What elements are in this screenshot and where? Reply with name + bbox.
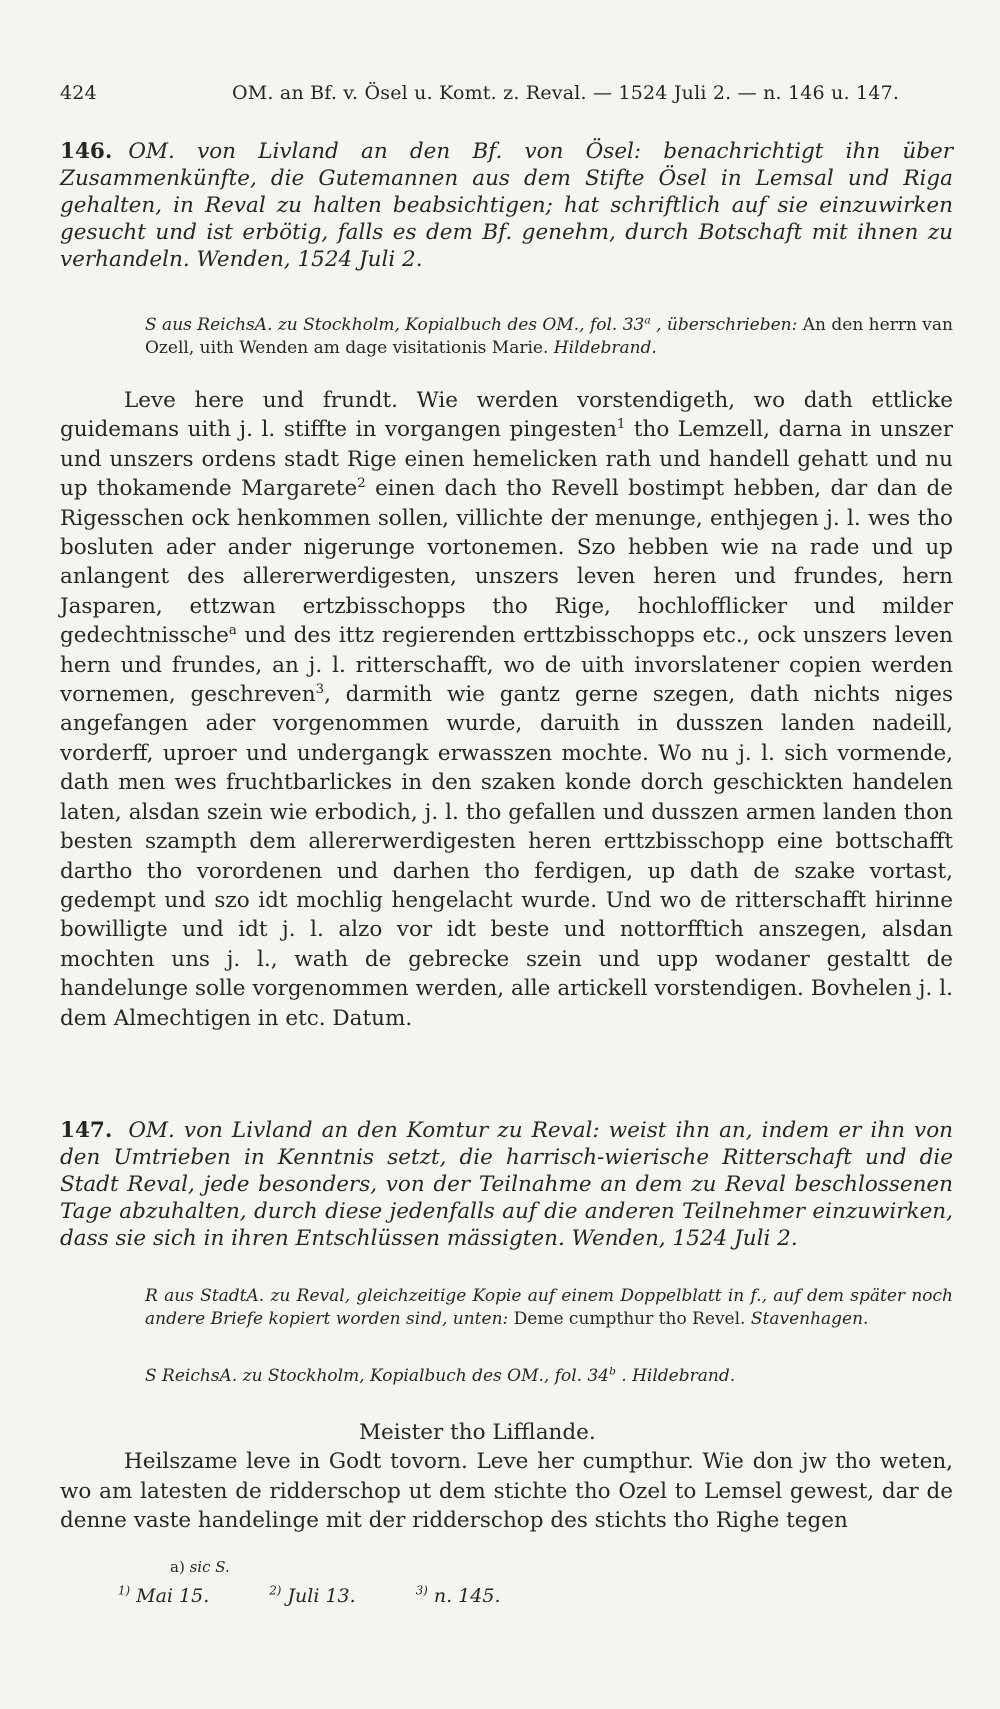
regest-147-text: OM. von Livland an den Komtur zu Reval: weist ihn an, indem er ihn von den Umtrieben in Kenntnis setzt, die harrisch-wierische Ritterschaft und die Stadt Reval, jede besonders, von der Teilnahme an dem zu Reval beschlossenen Tage abzuhalten, durch diese jedenfalls auf die anderen Teilnehmer einzuwirken, dass sie sich in ihren Entschlüssen mässigten. Wenden, 1524 Juli 2. xyxy=(60,1118,953,1251)
footnote-ref-3: 3 xyxy=(315,681,325,697)
regest-147 xyxy=(60,1117,953,1252)
doc-number-147: 147. xyxy=(60,1118,113,1143)
source-147-r-italic: R aus StadtA. zu Reval, gleichzeitige Kopie auf einem Doppelblatt in f., auf dem später noch andere Briefe kopiert worden sind, unten: xyxy=(145,1286,953,1329)
footnote-1-label: 1) xyxy=(118,1583,131,1598)
letter-147-body xyxy=(60,1418,953,1536)
letter-147-paragraph: Heilszame leve in Godt tovorn. Leve her cumpthur. Wie don jw tho weten, wo am latesten de ridderschop ut dem stichte tho Ozel to Lemsel gewest, dar de denne vaste handelinge mit der ridderschop des stichts tho Righe tegen xyxy=(60,1449,953,1534)
footnote-ref-1: 1 xyxy=(616,417,626,433)
footnote-ref-a: a xyxy=(228,623,237,639)
text-146-2: tho Lemzell, darna in unszer und unszers ordens stadt Rige einen hemelicken rath und handell gehatt und nu up thokamende Margarete xyxy=(60,417,953,502)
running-title: OM. an Bf. v. Ösel u. Komt. z. Reval. — 1524 Juli 2. — n. 146 u. 147. xyxy=(232,82,900,104)
footnote-ref-2: 2 xyxy=(357,476,366,492)
source-147-r-text: Deme cumpthur tho Revel. xyxy=(508,1309,746,1329)
source-147-s-sup: b xyxy=(609,1365,616,1378)
text-146-1: Leve here und frundt. Wie werden vorstendigeth, wo dath ettlicke guidemans uith j. l. stiffte in vorgangen pingesten xyxy=(60,388,953,443)
letter-146-body xyxy=(60,386,953,1033)
footnote-3-text: n. 145. xyxy=(433,1585,501,1607)
source-146-italic: S aus ReichsA. zu Stockholm, Kopialbuch des OM., fol. 33 xyxy=(145,315,645,335)
source-note-147-r xyxy=(145,1285,953,1331)
regest-146 xyxy=(60,138,953,273)
source-147-r-editor: Stavenhagen. xyxy=(750,1309,869,1329)
footnote-3-label: 3) xyxy=(415,1583,428,1598)
text-146-5: , darmith wie gantz gerne szegen, dath nichts niges angefangen ader vorgenommen wurde, daruith in dusszen landen nadeill, vorderff, uproer und undergangk erwasszen mochte. Wo nu j. l. sich vormende, dath men wes fruchtbarlickes in den szaken konde dorch geschickten handelen laten, alsdan szein wie erbodich, j. l. tho gefallen und dusszen armen landen thon besten szampth dem allererwerdigesten heren erttzbisschopp eine bottschafft dartho tho vorordenen und darhen tho ferdigen, up dath de szake vortast, gedempt und szo idt mochlig hengelacht wurde. Und wo de ritterschafft hirinne bowilligte und idt j. l. alzo vor idt beste und nottorfftich anszegen, alsdan mochten uns j. l., wath de gebrecke szein und upp wodaner gestaltt de handelunge solle vorgenommen werden, alle artickell vorstendigen. Bovhelen j. l. dem Almechtigen in etc. Datum. xyxy=(60,682,953,1031)
regest-146-text: OM. von Livland an den Bf. von Ösel: benachrichtigt ihn über Zusammenkünfte, die Gutemannen aus dem Stifte Ösel in Lemsal und Riga gehalten, in Reval zu halten beabsichtigen; hat schriftlich auf sie einzuwirken gesucht und ist erbötig, falls es dem Bf. genehm, durch Botschaft mit ihnen zu verhandeln. Wenden, 1524 Juli 2. xyxy=(60,139,953,272)
footnote-3 xyxy=(416,1585,501,1607)
letter-146-paragraph xyxy=(60,386,953,1033)
footnote-1-text: Mai 15. xyxy=(136,1585,210,1607)
footnote-a-label: a) xyxy=(170,1558,185,1576)
source-note-146 xyxy=(145,314,953,360)
footnote-a-text: sic S. xyxy=(189,1558,230,1576)
letter-147-salutation: Meister tho Lifflande. xyxy=(359,1420,596,1445)
text-146-3: einen dach tho Revell bostimpt hebben, dar dan de Rigesschen ock henkommen sollen, villichte der menunge, enthjegen j. l. wes tho bosluten ader ander nigerunge vortonemen. Szo hebben wie na rade und up anlangent des allererwerdigesten, unszers leven heren und frundes, hern Jasparen, ettzwan ertzbisschopps tho Rige, hochlofflicker und milder gedechtnissche xyxy=(60,476,954,649)
footnotes-numbered xyxy=(118,1585,554,1607)
source-note-147-s xyxy=(145,1365,953,1388)
source-146-editor: Hildebrand. xyxy=(553,338,657,358)
page-number: 424 xyxy=(60,82,97,104)
source-146-text: An den herrn van Ozell, uith Wenden am dage visitationis Marie. xyxy=(145,315,953,358)
source-147-s-editor: . Hildebrand. xyxy=(615,1366,736,1386)
doc-number-146: 146. xyxy=(60,139,113,164)
text-146-4: und des ittz regierenden erttzbisschopps etc., ock unszers leven hern und frundes, an j. l. ritterschafft, wo de uith invorslatener copien werden vornemen, geschreven xyxy=(60,623,953,708)
source-147-s-italic: S ReichsA. zu Stockholm, Kopialbuch des OM., fol. 34 xyxy=(145,1366,610,1386)
footnote-2-text: Juli 13. xyxy=(287,1585,356,1607)
footnote-a xyxy=(170,1558,230,1576)
page-header xyxy=(60,82,940,104)
footnote-2 xyxy=(269,1585,355,1607)
footnote-1 xyxy=(118,1585,209,1607)
source-146-sup: a xyxy=(644,314,651,327)
source-146-italic2: , überschrieben: xyxy=(650,315,798,335)
footnote-2-label: 2) xyxy=(269,1583,282,1598)
